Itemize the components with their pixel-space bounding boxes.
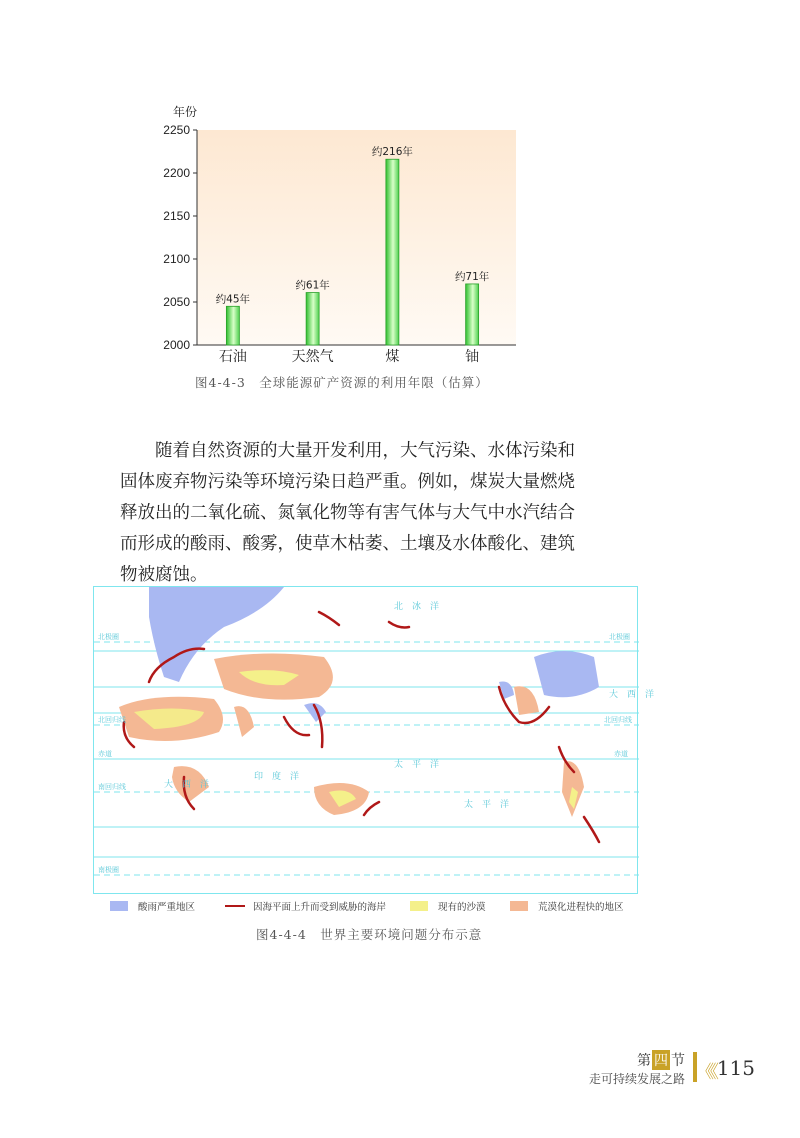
- map-legend: [110, 897, 650, 915]
- y-tick-label: 2250: [163, 123, 190, 137]
- y-axis-label: 年份: [172, 105, 198, 119]
- bar-data-label: 约61年: [295, 279, 330, 292]
- legend-item-acid-rain: [110, 897, 195, 915]
- section-subtitle: 走可持续发展之路: [588, 1072, 685, 1086]
- bar: [306, 293, 319, 345]
- desertification-arabia: [234, 706, 254, 737]
- bar: [386, 159, 399, 345]
- label-arctic-circle-e: 北极圈: [609, 633, 630, 641]
- label-arctic-ocean: 北 冰 洋: [394, 602, 440, 612]
- bar-data-label: 约71年: [454, 270, 490, 283]
- bar: [466, 284, 479, 345]
- legend-label-coastline: 因海平面上升而受到威胁的海岸: [253, 902, 387, 913]
- coast-threat-south-asia: [284, 717, 309, 735]
- section-heading: [637, 1050, 685, 1070]
- legend-swatch-desert: [410, 901, 428, 911]
- label-arctic-circle-w: 北极圈: [98, 633, 119, 641]
- bar-data-label: 约45年: [215, 293, 251, 306]
- legend-label-acid-rain: 酸雨严重地区: [138, 902, 196, 913]
- chart-caption: 图4-4-3 全球能源矿产资源的利用年限（估算）: [195, 375, 489, 390]
- coast-threat-alaska: [389, 622, 409, 627]
- y-tick-label: 2100: [163, 252, 190, 266]
- desertification-north-america: [514, 686, 539, 715]
- y-tick-label: 2150: [163, 209, 190, 223]
- y-tick-label: 2000: [163, 338, 190, 352]
- legend-label-desert: 现有的沙漠: [438, 902, 486, 913]
- coast-threat-australia: [364, 802, 379, 815]
- legend-label-desertification: 荒漠化进程快的地区: [538, 902, 624, 913]
- chart-svg: [150, 100, 530, 370]
- chevrons-icon: 《《: [696, 1062, 715, 1083]
- label-tropic-n-e: 北回归线: [604, 716, 632, 724]
- bar-chart: [150, 100, 530, 370]
- map-caption: 图4-4-4 世界主要环境问题分布示意: [256, 927, 483, 942]
- world-map-svg: [94, 587, 655, 895]
- label-tropic-s: 南回归线: [98, 783, 126, 791]
- acid-rain-north-america: [534, 651, 599, 697]
- label-pacific-ocean-s: 太 平 洋: [464, 800, 510, 810]
- world-map: [93, 586, 655, 894]
- body-paragraph: [120, 436, 590, 591]
- label-antarctic-circle: 南极圈: [98, 866, 119, 874]
- section-prefix: 第: [637, 1053, 651, 1069]
- x-category-label: 煤: [385, 349, 400, 365]
- legend-item-desert: [410, 897, 486, 915]
- label-indian-ocean: 印 度 洋: [254, 772, 300, 782]
- label-atlantic-ocean-w: 大 西 洋: [609, 690, 655, 700]
- page-footer: [535, 1050, 755, 1090]
- label-tropic-n-w: 北回归线: [98, 716, 126, 724]
- bar-data-label: 约216年: [371, 146, 413, 159]
- legend-item-coastline: [225, 897, 386, 915]
- legend-swatch-acid-rain: [110, 901, 128, 911]
- x-category-label: 天然气: [291, 349, 334, 365]
- x-category-label: 石油: [218, 349, 247, 365]
- legend-swatch-coastline: [225, 905, 245, 907]
- section-suffix: 节: [671, 1053, 685, 1069]
- x-category-label: 铀: [465, 349, 480, 365]
- body-text: 随着自然资源的大量开发利用，大气污染、水体污染和固体废弃物污染等环境污染日趋严重。例如，煤炭大量燃烧释放出的二氧化硫、氮氧化物等有害气体与大气中水汽结合而形成的酸雨、酸雾，使草木枯萎、土壤及水体酸化、建筑物被腐蚀。: [120, 441, 575, 585]
- y-tick-label: 2050: [163, 295, 190, 309]
- coast-threat-siberia: [319, 612, 339, 625]
- coast-threat-south-america: [584, 817, 599, 842]
- legend-item-desertification: [510, 897, 624, 915]
- legend-swatch-desertification: [510, 901, 528, 911]
- label-equator-e: 赤道: [614, 750, 628, 758]
- label-atlantic-ocean: 大 西 洋: [164, 780, 210, 790]
- page-number: 115: [716, 1056, 755, 1080]
- section-number: 四: [652, 1050, 670, 1070]
- label-pacific-ocean: 太 平 洋: [394, 760, 440, 770]
- label-equator-w: 赤道: [98, 750, 112, 758]
- bar: [226, 306, 239, 345]
- y-tick-label: 2200: [163, 166, 190, 180]
